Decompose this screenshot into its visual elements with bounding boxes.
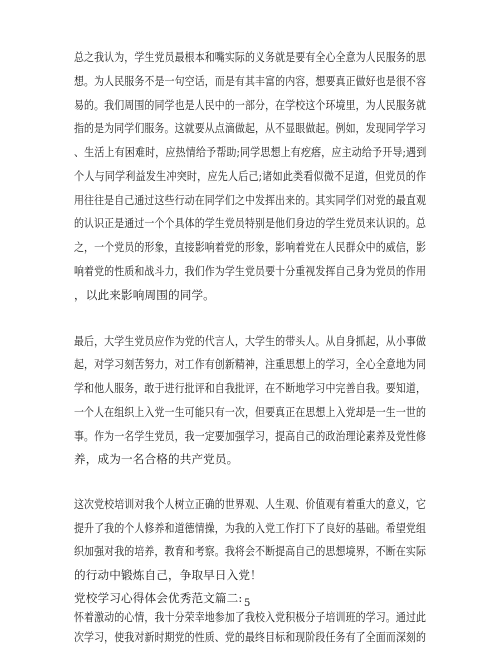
text-line: 一个人在组织上入党一生可能只有一次，但要真正在思想上入党却是一生一世的	[74, 405, 427, 419]
text-line: 最后，大学生党员应作为党的代言人，大学生的带头人。从自身抓起，从小事做	[74, 334, 427, 348]
text-line: 的认识正是通过一个个具体的学生党员特别是他们身边的学生党员来认识的。总	[74, 216, 427, 230]
text-line: 这次党校培训对我个人树立正确的世界观、人生观、价值观有着重大的意义，它	[74, 497, 427, 511]
text-line: 之，一个党员的形象，直接影响着党的形象，影响着党在人民群众中的威信，影	[74, 240, 427, 254]
text-line: 总之我认为，学生党员最根本和嘴实际的义务就是要有全心全意为人民服务的思	[74, 50, 427, 64]
text-line: ，以此来影响周围的同学。	[74, 288, 215, 302]
text-line: 指的是为同学们服务。这就要从点滴做起，从不显眼做起。例如，发现同学学习	[74, 121, 427, 135]
text-line: 用往往是自己通过这些行动在同学们之中发挥出来的。其实同学们对党的最直观	[74, 193, 427, 207]
text-line: 想。为人民服务不是一句空话，而是有其丰富的内容，想要真正做好也是很不容	[74, 74, 427, 88]
text-line: 织加强对我的培养，教育和考察。我将会不断提高自己的思想境界，不断在实际	[74, 544, 427, 558]
text-line: 个人与同学利益发生冲突时，应先人后己;诸如此类看似微不足道，但党员的作	[74, 169, 427, 183]
text-line: 起，对学习刻苦努力，对工作有创新精神，注重思想上的学习，全心全意地为同	[74, 357, 427, 371]
section-heading: 党校学习心得体会优秀范文篇二:	[74, 591, 243, 605]
text-line: 提升了我的个人修养和道德情操，为我的入党工作打下了良好的基础。希望党组	[74, 521, 427, 535]
text-line: 的行动中锻炼自己，争取早日入党！	[74, 568, 262, 582]
page-number: 5	[244, 598, 251, 609]
text-line: 响着党的性质和战斗力，我们作为学生党员要十分重视发挥自己身为党员的作用	[74, 264, 427, 278]
text-line: 怀着激动的心情，我十分荣幸地参加了我校入党积极分子培训班的学习。通过此	[74, 610, 427, 624]
text-line: 养，成为一名合格的共产党员。	[74, 452, 239, 466]
text-line: 易的。我们周围的同学也是人民中的一部分，在学校这个环境里，为人民服务就	[74, 98, 427, 112]
text-line: 、生活上有困难时，应热情给予帮助;同学思想上有疙瘩，应主动给予开导;遇到	[74, 145, 427, 159]
text-line: 次学习，使我对新时期党的性质、党的最终目标和现阶段任务有了全面而深刻的	[74, 630, 427, 644]
text-line: 学和他人服务，敢于进行批评和自我批评，在不断地学习中完善自我。要知道，	[74, 381, 427, 395]
text-line: 事。作为一名学生党员，我一定要加强学习，提高自己的政治理论素养及党性修	[74, 429, 427, 443]
